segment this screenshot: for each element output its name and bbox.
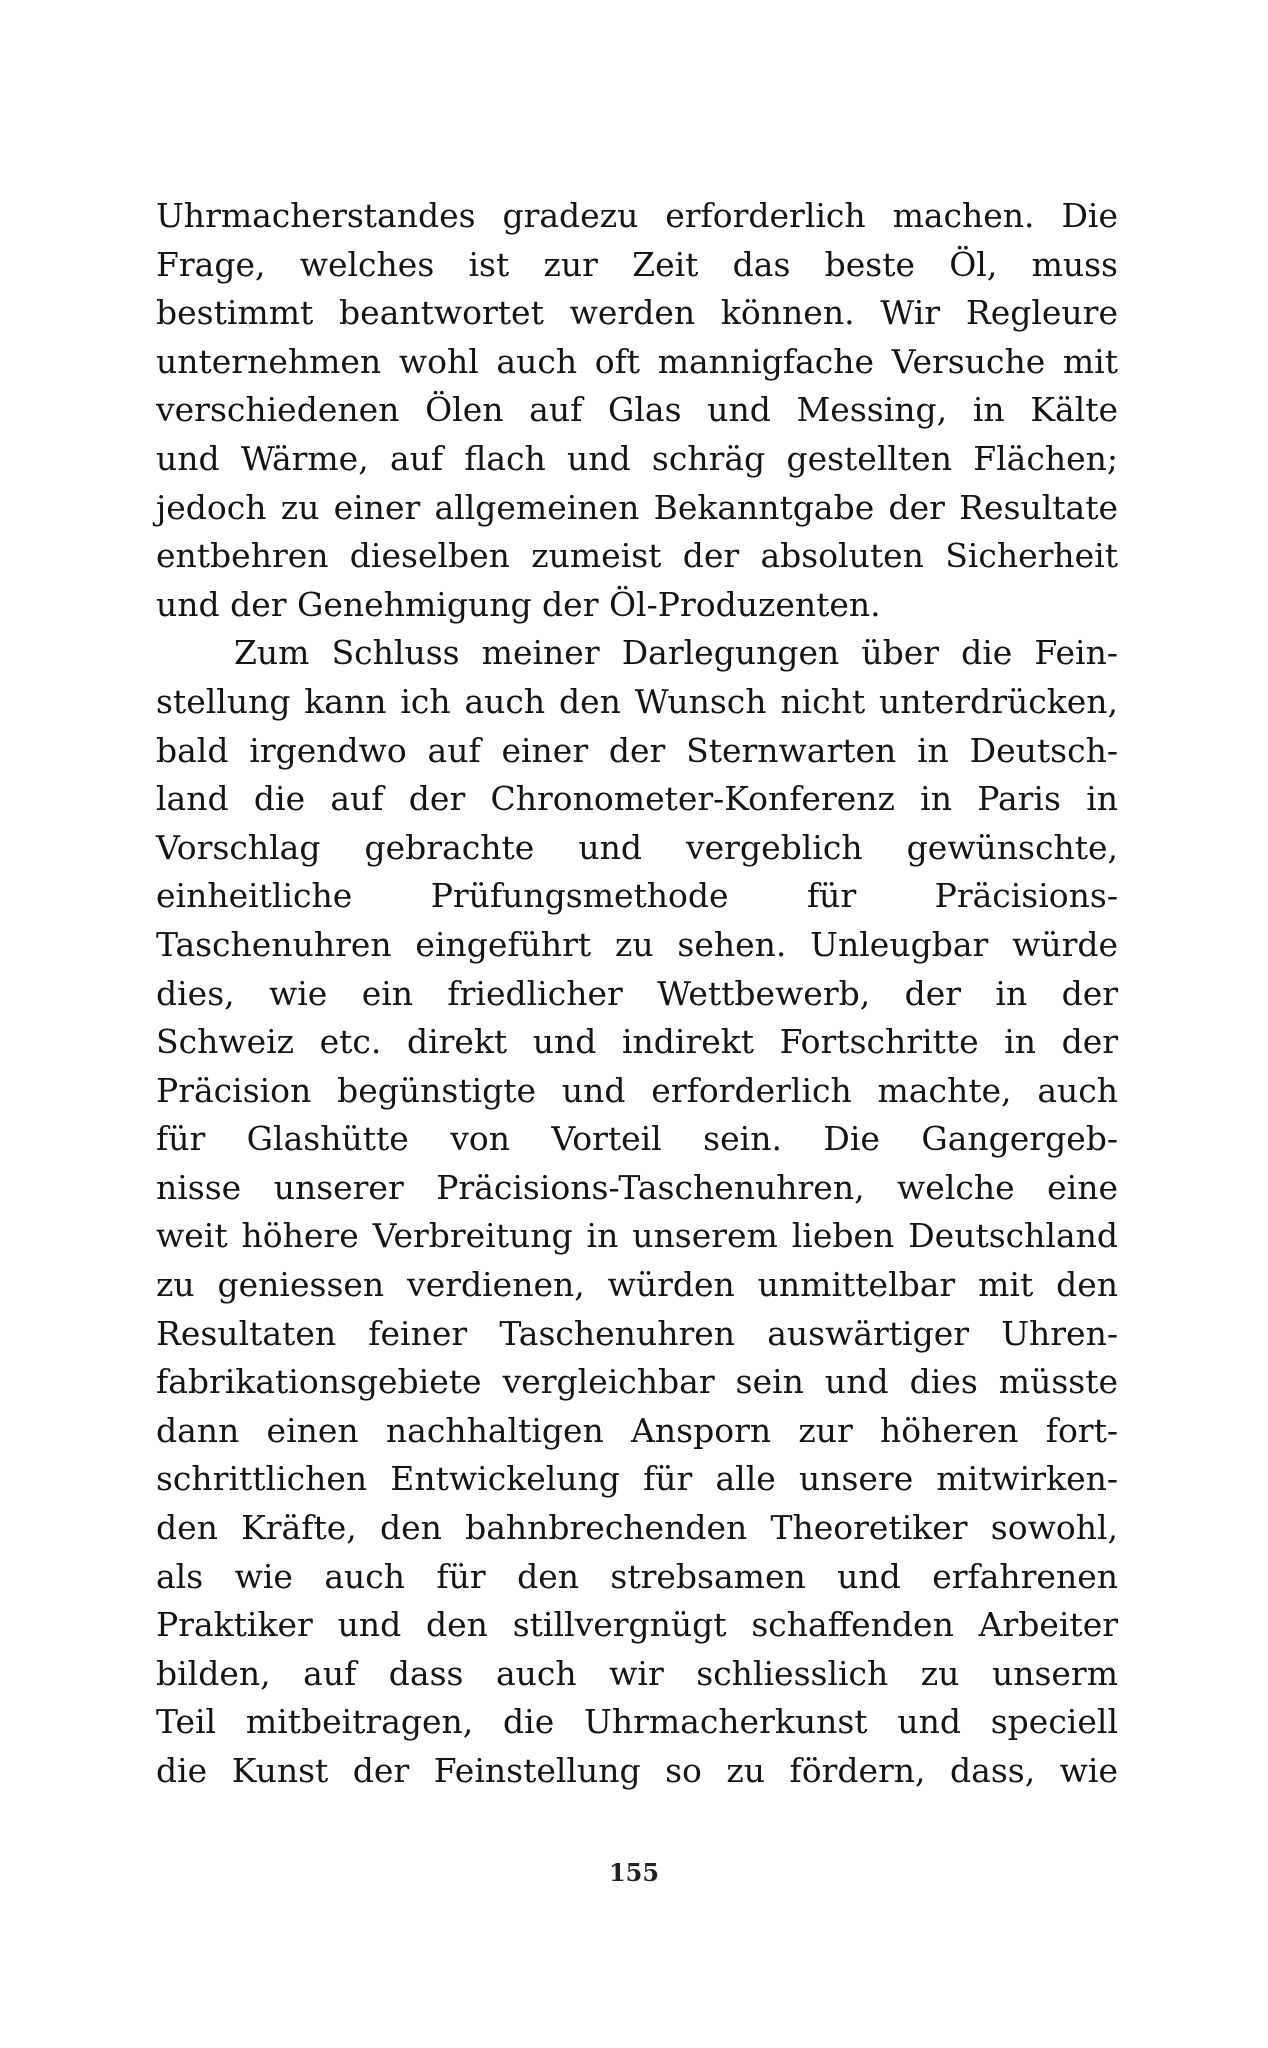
text-line: land die auf der Chronometer-Konferenz in Paris in [156,779,1118,819]
text-line: Uhrmacherstandes gradezu erforderlich machen. Die [156,196,1118,235]
text-line: dies, wie ein friedlicher Wettbewerb, der in der [156,973,1118,1013]
text-line: den Kräfte, den bahnbrechenden Theoretiker sowohl, [156,1508,1118,1548]
text-line: Frage, welches ist zur Zeit das beste Öl, muss [156,244,1118,284]
page-number: 155 [608,1858,660,1887]
text-line: Präcision begünstigte und erforderlich machte, auch [156,1070,1118,1110]
text-line: unternehmen wohl auch oft mannigfache Versuche mit [156,341,1118,381]
body-text [156,192,1118,1796]
text-line: als wie auch für den strebsamen und erfahrenen [156,1556,1118,1596]
text-line: Resultaten feiner Taschenuhren auswärtiger Uhren- [156,1313,1118,1353]
text-line: für Glashütte von Vorteil sein. Die Gangergeb- [156,1119,1118,1159]
text-line: und Wärme, auf flach und schräg gestellten Flächen; [156,438,1118,478]
text-line: Taschenuhren eingeführt zu sehen. Unleugbar würde [156,924,1118,964]
text-line: Vorschlag gebrachte und vergeblich gewünschte, [156,827,1118,867]
text-line: Schweiz etc. direkt und indirekt Fortschritte in der [156,1022,1118,1062]
text-line: entbehren dieselben zumeist der absoluten Sicherheit [156,536,1118,576]
paragraph-start-line: Zum Schluss meiner Darlegungen über die Fein- [234,633,1118,673]
text-line: nisse unserer Präcisions-Taschenuhren, welche eine [156,1167,1118,1207]
text-line: Teil mitbeitragen, die Uhrmacherkunst und speciell [156,1702,1118,1742]
text-line: dann einen nachhaltigen Ansporn zur höheren fort- [156,1410,1118,1450]
text-line: Praktiker und den stillvergnügt schaffenden Arbeiter [156,1605,1118,1645]
text-line: verschiedenen Ölen auf Glas und Messing, in Kälte [156,390,1118,430]
paragraph-end-line: und der Genehmigung der Öl-Produzenten. [156,584,881,624]
text-line: stellung kann ich auch den Wunsch nicht unterdrücken, [156,681,1118,721]
text-line: jedoch zu einer allgemeinen Bekanntgabe der Resultate [156,487,1118,527]
text-line: schrittlichen Entwickelung für alle unsere mitwirken- [156,1459,1118,1499]
text-line: bald irgendwo auf einer der Sternwarten in Deutsch- [156,730,1118,770]
text-line: bestimmt beantwortet werden können. Wir Regleure [156,293,1118,333]
text-line: zu geniessen verdienen, würden unmittelbar mit den [156,1265,1118,1305]
text-line: weit höhere Verbreitung in unserem lieben Deutschland [156,1216,1118,1256]
text-line: fabrikationsgebiete vergleichbar sein und dies müsste [156,1362,1118,1402]
text-line: bilden, auf dass auch wir schliesslich zu unserm [156,1653,1118,1693]
text-line: die Kunst der Feinstellung so zu fördern, dass, wie [156,1751,1118,1790]
text-line: einheitliche Prüfungsmethode für Präcisions- [156,876,1118,916]
